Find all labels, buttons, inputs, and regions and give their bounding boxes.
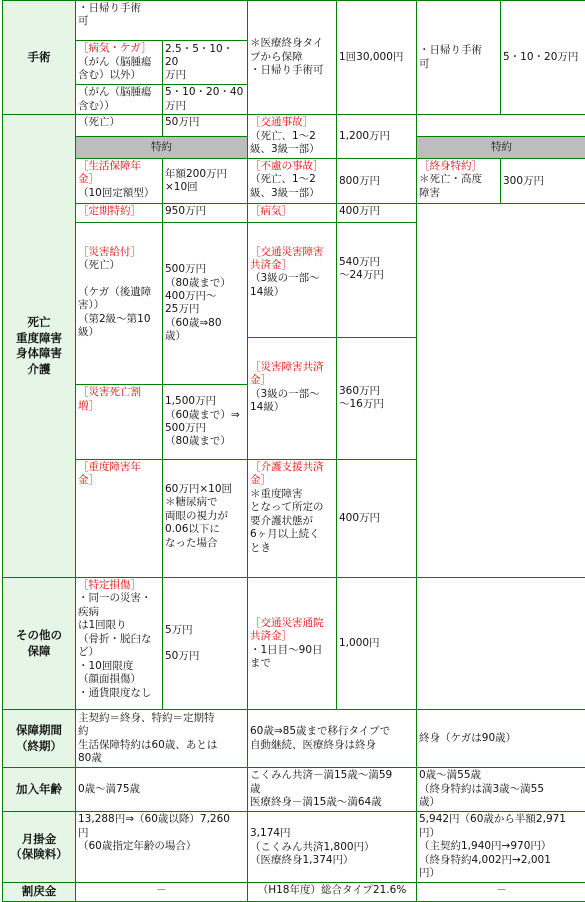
row-label-premium: 月掛金 （保険料）	[3, 812, 75, 882]
disaster-death-extra-cell: ［災害死亡割 増］	[76, 385, 162, 459]
surgery-col6-cell: 5・10・20万円	[501, 1, 585, 114]
lifetime-rider-cell: ［終身特約］ ＊死亡・高度 障害	[417, 159, 500, 203]
traffic-outpatient-value: 1,000円	[337, 578, 416, 709]
row-label-other: その他の 保障	[3, 578, 75, 709]
disaster-benefit-value: 500万円 （80歳まで） 400万円〜 25万円 （60歳⇒80 歳）	[163, 223, 247, 385]
disaster-disability-value: 360万円 〜16万円	[337, 338, 416, 459]
row-label-surgery: 手術	[3, 1, 75, 114]
age-col1: 0歳〜満75歳	[76, 768, 247, 811]
lifetime-rider-value: 300万円	[501, 159, 585, 203]
refund-col1: －	[76, 883, 247, 901]
disaster-benefit-cell: ［災害給付］ （死亡） （ケガ（後遺障 害）） （第2級〜第10 級）	[76, 223, 162, 385]
comparison-table	[2, 0, 585, 902]
period-col3: 終身（ケガは90歳）	[417, 710, 585, 767]
death-label-cell: （死亡）	[76, 115, 162, 136]
premium-col2: 3,174円 （こくみん共済1,800円） （医療終身1,374円）	[248, 812, 416, 882]
term-rider-cell: ［定期特約］	[76, 204, 162, 221]
rider-band-left: 特約	[76, 137, 247, 158]
death-value-cell: 50万円	[163, 115, 247, 136]
disaster-disability-cell: ［災害障害共済 金］ （3級の一部〜 14級）	[248, 338, 336, 459]
surgery-col4-cell: 1回30,000円	[337, 1, 416, 114]
illness-cell: ［病気］	[248, 204, 336, 221]
refund-col3: －	[417, 883, 585, 901]
surgery-col5-cell: ・日帰り手術 可	[417, 1, 500, 114]
traffic-disability-cell: ［交通災害障害 共済金］ （3級の一部〜 14級）	[248, 223, 336, 337]
severe-disability-pension-value: 60万円×10回 ＊糖尿病で 両眼の視力が 0.06以下に なった場合	[163, 460, 247, 577]
surgery-daytrip-cell: ・日帰り手術 可	[76, 1, 247, 40]
row-label-period: 保障期間 （終期）	[3, 710, 75, 767]
row-label-refund: 割戻金	[3, 883, 75, 901]
living-pension-value: 年額200万円 ×10回	[163, 159, 247, 203]
severe-disability-pension-cell: ［重度障害年 金］	[76, 460, 162, 577]
traffic-accident-value: 1,200万円	[337, 115, 416, 158]
surgery-cancer-value: 5・10・20・40 万円	[163, 85, 247, 114]
traffic-accident-cell: ［交通事故］ （死亡、1〜2 級、3級一部）	[248, 115, 336, 158]
blank-cell	[417, 578, 585, 709]
period-col1: 主契約＝終身、特約＝定期特 約 生活保障特約は60歳、あとは 80歳	[76, 710, 247, 767]
specific-injury-value: 5万円 50万円	[163, 578, 247, 709]
refund-col2: （H18年度）総合タイプ21.6%	[248, 883, 416, 901]
age-col3: 0歳〜満55歳 （終身特約は満3歳〜満55 歳）	[417, 768, 585, 811]
blank-cell	[417, 204, 585, 577]
age-col2: こくみん共済－満15歳〜満59 歳 医療終身－満15歳〜満64歳	[248, 768, 416, 811]
surgery-non-cancer-cell: ［病気・ケガ］ （がん（脳腫瘍 含む）以外）	[76, 41, 162, 84]
disaster-death-extra-value: 1,500万円 （60歳まで）⇒ 500万円 （80歳まで）	[163, 385, 247, 459]
traffic-outpatient-cell: ［交通災害通院 共済金］ ・1日目〜90日 まで	[248, 578, 336, 709]
rider-band-right: 特約	[417, 137, 585, 158]
row-label-age: 加入年齢	[3, 768, 75, 811]
unforeseen-accident-value: 800万円	[337, 159, 416, 203]
specific-injury-cell: ［特定損傷］ ・同一の災害・ 疾病 は1回限り （骨折・脱臼な ど） ・10回限度 （顔面損傷） ・通貨限度なし	[76, 578, 162, 709]
unforeseen-accident-cell: ［不慮の事故］ （死亡、1〜2 級、3級一部）	[248, 159, 336, 203]
traffic-disability-value: 540万円 〜24万円	[337, 223, 416, 337]
premium-col3: 5,942円（60歳から半額2,971 円） （主契約1,940円→970円） （終身特約4,002円→2,001 円）	[417, 812, 585, 882]
period-col2: 60歳⇒85歳まで移行タイプで 自動継続、医療終身は終身	[248, 710, 416, 767]
row-label-death: 死亡 重度障害 身体障害 介護	[3, 115, 75, 577]
term-rider-value: 950万円	[163, 204, 247, 221]
care-support-value: 400万円	[337, 460, 416, 577]
surgery-col3-cell: ＊医療終身タイ プから保障 ・日帰り手術可	[248, 1, 336, 114]
premium-col1: 13,288円⇒（60歳以降）7,260 円 （60歳指定年齢の場合）	[76, 812, 247, 882]
surgery-non-cancer-value: 2.5・5・10・20 万円	[163, 41, 247, 84]
illness-value: 400万円	[337, 204, 416, 221]
surgery-cancer-cell: （がん（脳腫瘍 含む））	[76, 85, 162, 114]
care-support-cell: ［介護支援共済 金］ ＊重度障害 となって所定の 要介護状態が 6ヶ月以上続く とき	[248, 460, 336, 577]
blank-cell	[417, 115, 585, 136]
living-pension-cell: ［生活保障年 金］ （10回定額型）	[76, 159, 162, 203]
